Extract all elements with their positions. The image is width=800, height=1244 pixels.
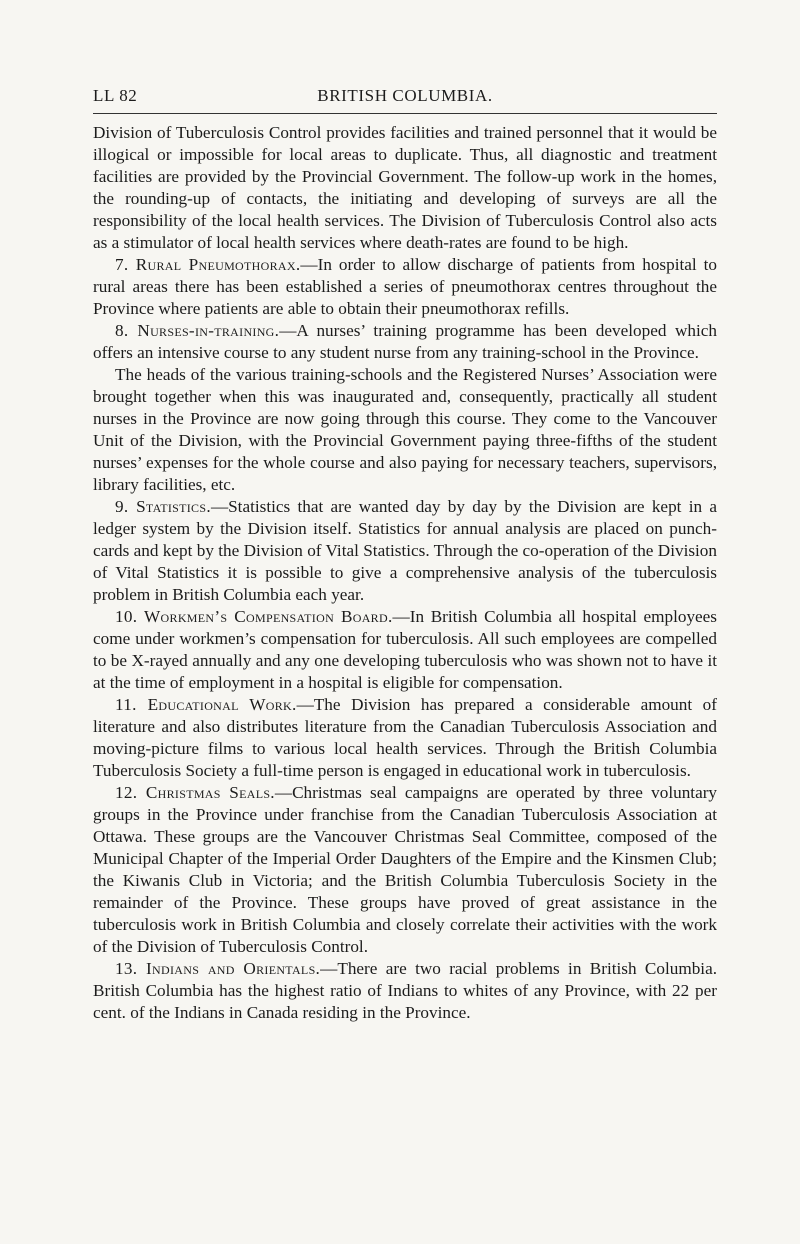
section-heading: 11. Educational Work. bbox=[115, 695, 297, 714]
body-text bbox=[93, 122, 717, 1024]
paragraph-text: The heads of the various training-schools and the Registered Nurses’ Association were brought together when this was inaugurated and, consequently, practically all student nurses in the Province are now going through this course. They come to the Vancouver Unit of the Division, with the Provincial Government paying three-fifths of the student nurses’ expenses for the whole course and also paying for necessary teachers, supervisors, library facilities, etc. bbox=[93, 365, 717, 494]
page-header bbox=[93, 86, 717, 108]
paragraph-text: —Christmas seal campaigns are operated by three voluntary groups in the Province under franchise from the Canadian Tuberculosis Association at Ottawa. These groups are the Vancouver Christmas Seal Committee, composed of the Municipal Chapter of the Imperial Order Daughters of the Empire and the Kinsmen Club; the Kiwanis Club in Victoria; and the British Columbia Tuberculosis Society in the remainder of the Province. These groups have proved of great assistance in the tuberculosis work in British Columbia and closely correlate their activities with the work of the Division of Tuberculosis Control. bbox=[93, 783, 718, 956]
paragraph-text: —In British Columbia all hospital employees come under workmen’s compensation for tuberculosis. All such employees are compelled to be X-rayed annually and any one developing tuberculosis who was shown not to have it at the time of employment in a hospital is eligible for compensation. bbox=[93, 607, 717, 692]
paragraph-intro bbox=[93, 122, 717, 254]
section-8-continuation bbox=[93, 364, 717, 496]
section-heading: 9. Statistics. bbox=[115, 497, 211, 516]
paragraph-text: —The Division has prepared a considerable amount of literature and also distributes literature from the Canadian Tuberculosis Association and moving-picture films to various local health services. Through the British Columbia Tuberculosis Society a full-time person is engaged in educational work in tuberculosis. bbox=[93, 695, 717, 780]
section-12-paragraph bbox=[93, 782, 717, 958]
page-number: LL 82 bbox=[93, 86, 138, 105]
paragraph-text: Division of Tuberculosis Control provides facilities and trained personnel that it would be illogical or impossible for local areas to duplicate. Thus, all diagnostic and treatment facilities are provided by the Provincial Government. The follow-up work in the homes, the rounding-up of contacts, the initiating and developing of surveys are all the responsibility of the local health services. The Division of Tuberculosis Control also acts as a stimulator of local health services where death-rates are found to be high. bbox=[93, 123, 717, 252]
paragraph-text: —Statistics that are wanted day by day by the Division are kept in a ledger system by the Division itself. Statistics for annual analysis are placed on punch-cards and kept by the Division of Vital Statistics. Through the co-operation of the Division of Vital Statistics it is possible to give a comprehensive analysis of the tuberculosis problem in British Columbia each year. bbox=[93, 497, 717, 604]
paragraph-text: —There are two racial problems in British Columbia. British Columbia has the highest ratio of Indians to whites of any Province, with 22 per cent. of the Indians in Canada residing in the Province. bbox=[93, 959, 717, 1022]
section-13-paragraph bbox=[93, 958, 717, 1024]
paragraph-text: —A nurses’ training programme has been developed which offers an intensive course to any student nurse from any training-school in the Province. bbox=[93, 321, 717, 362]
section-8-paragraph bbox=[93, 320, 717, 364]
section-7-paragraph bbox=[93, 254, 717, 320]
section-heading: 12. Christmas Seals. bbox=[115, 783, 275, 802]
section-10-paragraph bbox=[93, 606, 717, 694]
section-9-paragraph bbox=[93, 496, 717, 606]
section-11-paragraph bbox=[93, 694, 717, 782]
section-heading: 8. Nurses-in-training. bbox=[115, 321, 280, 340]
section-heading: 7. Rural Pneumothorax. bbox=[115, 255, 301, 274]
section-heading: 10. Workmen’s Compensation Board. bbox=[115, 607, 393, 626]
paragraph-text: —In order to allow discharge of patients from hospital to rural areas there has been established a series of pneumothorax centres throughout the Province where patients are able to obtain their pneumothorax refills. bbox=[93, 255, 717, 318]
header-rule bbox=[93, 113, 717, 114]
running-title: BRITISH COLUMBIA. bbox=[317, 86, 493, 105]
section-heading: 13. Indians and Orientals. bbox=[115, 959, 321, 978]
